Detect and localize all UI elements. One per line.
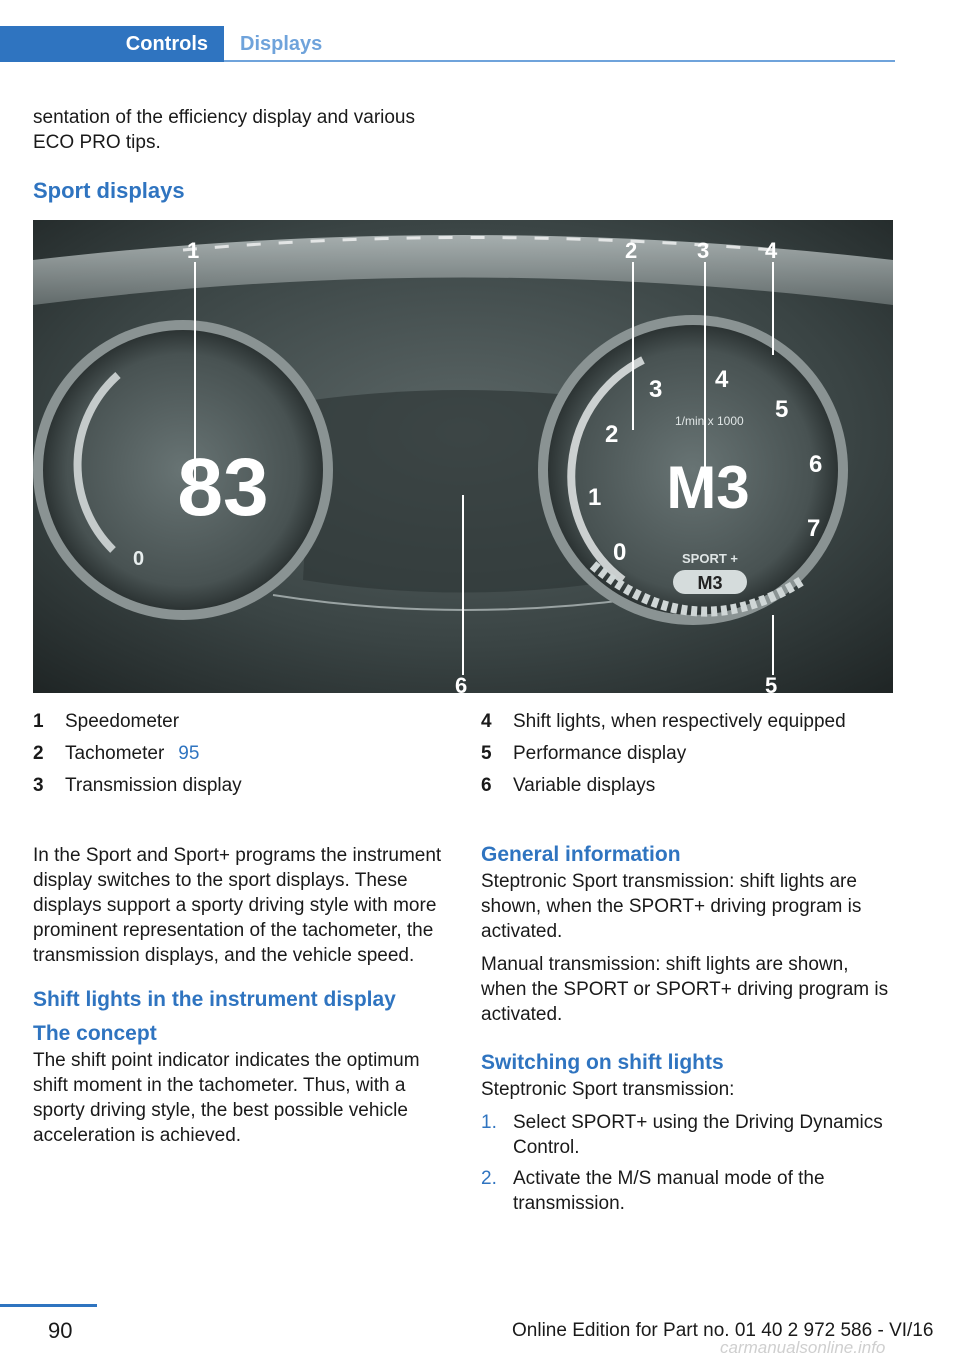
legend-item <box>33 770 242 802</box>
sport-intro-paragraph: In the Sport and Sport+ programs the instrument display switches to the sport displays. These displays support a sporty driving style with more prominent representation of the tachometer, the transmission displays, and the vehicle speed. <box>33 845 442 966</box>
legend-number: 2 <box>33 743 44 764</box>
heading-shift-lights: Shift lights in the instrument display <box>33 988 396 1011</box>
tach-label-5: 5 <box>775 396 789 423</box>
legend-label: Shift lights, when respectively equipped <box>513 711 846 732</box>
callout-3: 3 <box>697 238 710 263</box>
legend-item <box>33 706 242 738</box>
gear-readout: M3 <box>666 454 750 521</box>
legend-number: 5 <box>481 743 492 764</box>
callout-2: 2 <box>625 238 638 263</box>
speed-readout: 83 <box>177 442 269 533</box>
tach-label-7: 7 <box>807 515 821 542</box>
tach-label-2: 2 <box>605 421 619 448</box>
tach-label-4: 4 <box>715 366 729 393</box>
step-item <box>481 1110 896 1160</box>
footer-rule <box>0 1304 97 1307</box>
heading-switching-on: Switching on shift lights <box>481 1051 724 1074</box>
edition-note: Online Edition for Part no. 01 40 2 972 586 - VI/16 <box>512 1320 934 1341</box>
legend-label: Tachometer <box>65 743 165 764</box>
legend-right <box>481 706 846 802</box>
callout-4: 4 <box>765 238 778 263</box>
legend-left <box>33 706 242 802</box>
legend-label: Variable displays <box>513 775 656 796</box>
callout-5: 5 <box>765 673 778 693</box>
tach-label-1: 1 <box>588 484 602 511</box>
switching-paragraph: Steptronic Sport transmission: <box>481 1079 735 1100</box>
heading-concept: The concept <box>33 1022 157 1045</box>
speedometer-zero: 0 <box>133 548 145 570</box>
header-rule <box>224 60 895 62</box>
section-tab-displays[interactable]: Displays <box>240 32 323 55</box>
general-paragraph-manual: Manual transmission: shift lights are shown, when the SPORT or SPORT+ driving program is activated. <box>481 954 889 1025</box>
legend-label: Performance display <box>513 743 687 764</box>
intro-paragraph: sentation of the efficiency display and various ECO PRO tips. <box>33 107 415 153</box>
drive-mode-label: SPORT + <box>682 551 738 566</box>
legend-number: 1 <box>33 711 44 732</box>
step-number: 1. <box>481 1112 497 1133</box>
section-tab-controls[interactable]: Controls <box>0 26 224 62</box>
general-paragraph-steptronic: Steptronic Sport transmission: shift lights are shown, when the SPORT+ driving program is activated. <box>481 871 862 942</box>
left-column <box>33 843 453 1148</box>
heading-general-information: General information <box>481 843 681 866</box>
page-reference-link[interactable]: 95 <box>178 743 200 764</box>
instrument-cluster-illustration <box>33 220 893 693</box>
legend-item <box>481 770 846 802</box>
legend-label: Transmission display <box>65 775 242 796</box>
tach-label-0: 0 <box>613 539 627 566</box>
watermark: carmanualsonline.info <box>720 1338 886 1357</box>
legend-item <box>33 738 242 770</box>
tach-label-6: 6 <box>809 451 823 478</box>
step-text: Activate the M/S manual mode of the transmission. <box>513 1168 825 1214</box>
callout-6: 6 <box>455 673 468 693</box>
legend-label: Speedometer <box>65 711 180 732</box>
callout-1: 1 <box>187 238 200 263</box>
step-number: 2. <box>481 1168 497 1189</box>
legend-number: 4 <box>481 711 492 732</box>
rpm-unit: 1/min x 1000 <box>675 414 744 428</box>
concept-paragraph: The shift point indicator indicates the optimum shift moment in the tachometer. Thus, with a sporty driving style, the best possible vehicle acceleration is achieved. <box>33 1050 420 1146</box>
legend-number: 3 <box>33 775 44 796</box>
tach-label-3: 3 <box>649 376 663 403</box>
legend-item <box>481 738 846 770</box>
legend-item <box>481 706 846 738</box>
page-header <box>0 0 895 62</box>
page-number: 90 <box>48 1318 73 1343</box>
step-item <box>481 1166 896 1216</box>
gear-badge: M3 <box>697 573 723 593</box>
heading-sport-displays: Sport displays <box>33 178 185 203</box>
legend-number: 6 <box>481 775 492 796</box>
right-column <box>481 843 896 1222</box>
step-text: Select SPORT+ using the Driving Dynamics Control. <box>513 1112 883 1158</box>
